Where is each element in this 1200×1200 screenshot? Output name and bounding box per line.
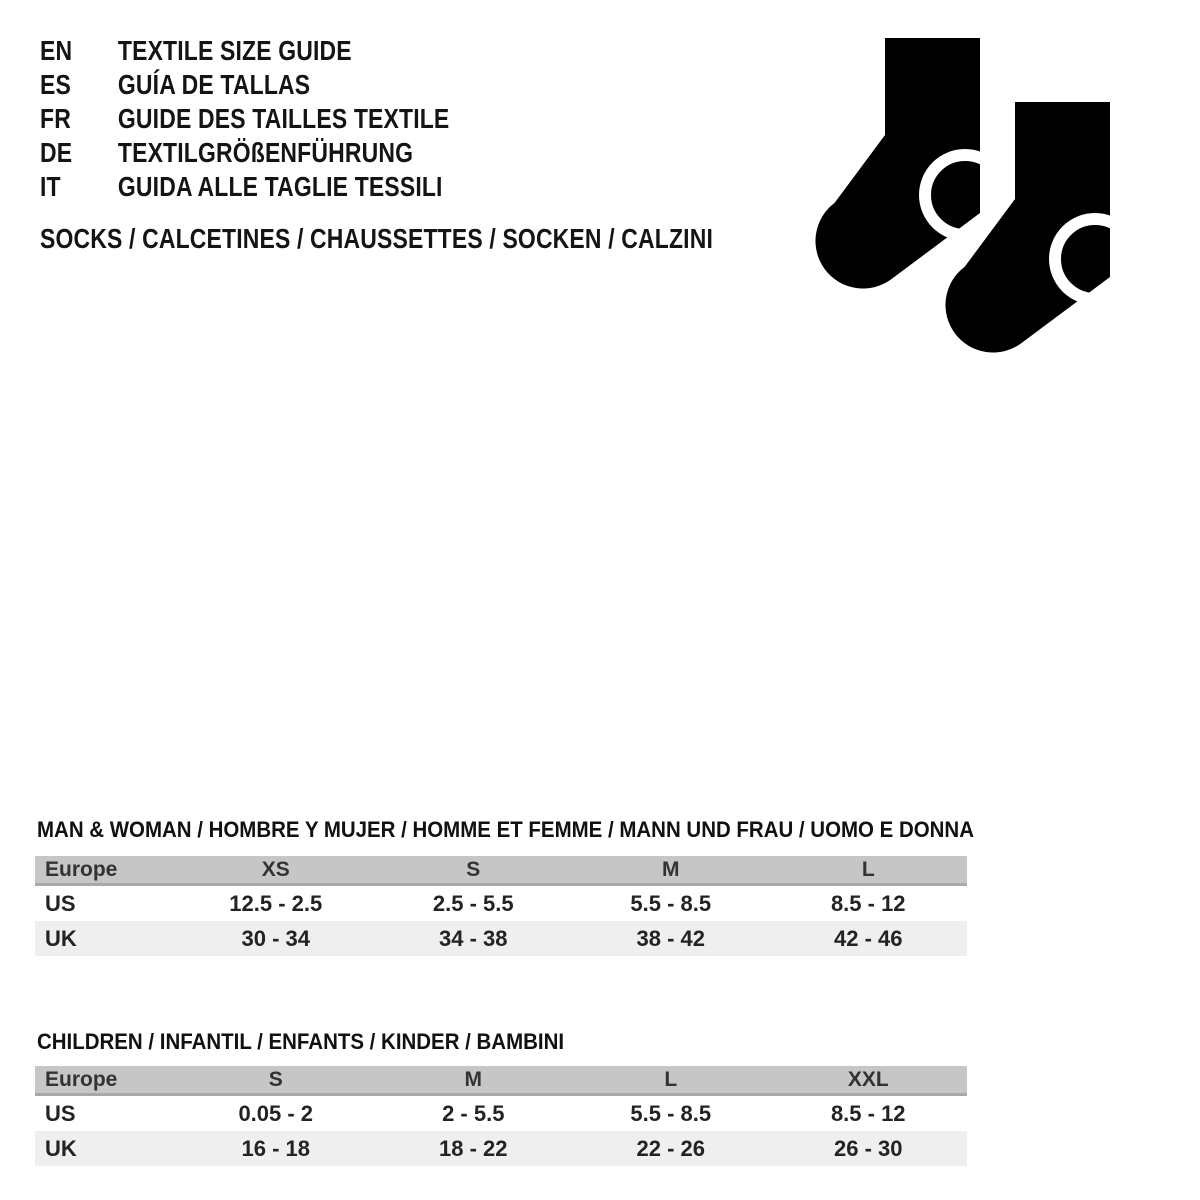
size-cell: 26 - 30 <box>770 1131 968 1166</box>
size-cell: 8.5 - 12 <box>830 890 906 916</box>
column-header-size: XXL <box>770 1066 968 1095</box>
language-code: ES <box>40 69 71 100</box>
column-header-region: Europe <box>35 1066 177 1095</box>
size-cell: 2 - 5.5 <box>442 1100 505 1126</box>
size-table-children <box>35 1066 967 1166</box>
size-cell: 42 - 46 <box>770 921 968 956</box>
language-label: GUIDA ALLE TAGLIE TESSILI <box>117 171 443 202</box>
column-header-size: L <box>572 1066 770 1095</box>
column-header-size: L <box>770 856 968 885</box>
size-cell: 8.5 - 12 <box>830 1100 906 1126</box>
column-header-size: S <box>177 1066 375 1095</box>
size-cell: 0.05 - 2 <box>238 1100 314 1126</box>
socks-icon <box>795 38 1160 358</box>
column-header-region: Europe <box>35 856 177 885</box>
size-cell: 2.5 - 5.5 <box>432 890 514 916</box>
table-title-man-woman: MAN & WOMAN / HOMBRE Y MUJER / HOMME ET FEMME / MANN UND FRAU / UOMO E DONNA <box>37 817 974 842</box>
column-header-size: M <box>375 1066 573 1095</box>
column-header-size: S <box>375 856 573 885</box>
language-row-en <box>40 34 449 68</box>
language-code: DE <box>40 137 73 168</box>
table-row-us <box>35 885 967 922</box>
language-row-de <box>40 136 449 170</box>
size-cell: 18 - 22 <box>375 1131 573 1166</box>
language-row-it <box>40 170 449 204</box>
table-row-uk <box>35 921 967 956</box>
children-section <box>35 1030 967 1166</box>
size-cell: 30 - 34 <box>177 921 375 956</box>
language-label: GUÍA DE TALLAS <box>117 69 311 100</box>
table-title-children: CHILDREN / INFANTIL / ENFANTS / KINDER / BAMBINI <box>37 1029 565 1054</box>
language-label: TEXTILE SIZE GUIDE <box>117 35 352 66</box>
table-header-row <box>35 856 967 885</box>
language-label: GUIDE DES TAILLES TEXTILE <box>117 103 450 134</box>
region-label: US <box>45 890 76 916</box>
size-cell: 5.5 - 8.5 <box>630 1100 712 1126</box>
size-cell: 38 - 42 <box>572 921 770 956</box>
size-table-man-woman <box>35 856 967 956</box>
language-row-es <box>40 68 449 102</box>
table-row-us <box>35 1095 967 1132</box>
region-label: US <box>45 1100 76 1126</box>
size-cell: 12.5 - 2.5 <box>229 890 323 916</box>
column-header-size: M <box>572 856 770 885</box>
language-label: TEXTILGRÖßENFÜHRUNG <box>117 137 414 168</box>
size-cell: 16 - 18 <box>177 1131 375 1166</box>
size-cell: 34 - 38 <box>375 921 573 956</box>
man-woman-section <box>35 817 974 956</box>
region-label: UK <box>35 921 177 956</box>
language-code: EN <box>40 35 73 66</box>
column-header-size: XS <box>177 856 375 885</box>
table-row-uk <box>35 1131 967 1166</box>
category-line: SOCKS / CALCETINES / CHAUSSETTES / SOCKEN / CALZINI <box>40 223 713 254</box>
language-row-fr <box>40 102 449 136</box>
size-cell: 22 - 26 <box>572 1131 770 1166</box>
language-list <box>40 34 539 204</box>
region-label: UK <box>35 1131 177 1166</box>
table-header-row <box>35 1066 967 1095</box>
size-cell: 5.5 - 8.5 <box>630 890 712 916</box>
language-code: IT <box>40 171 61 202</box>
language-code: FR <box>40 103 71 134</box>
